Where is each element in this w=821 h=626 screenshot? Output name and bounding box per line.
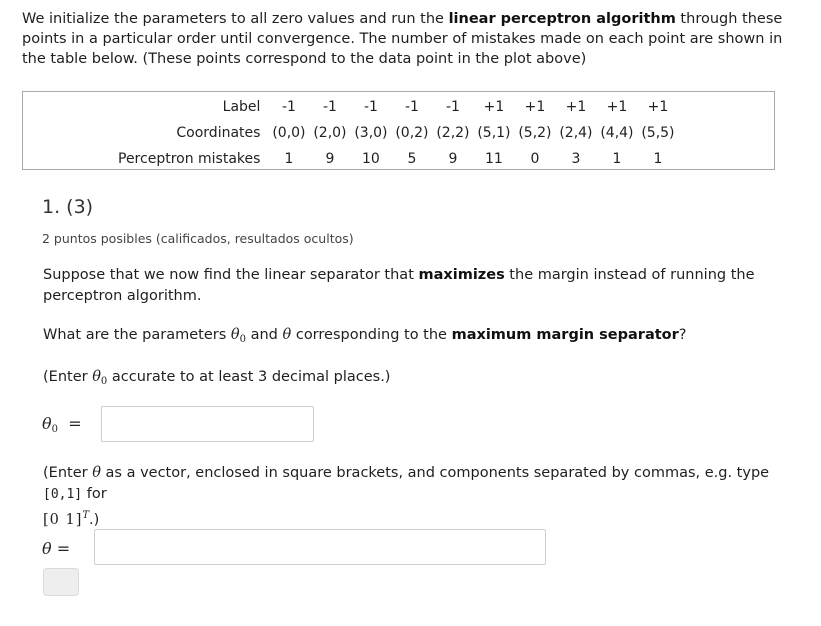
question-points: 2 puntos posibles (calificados, resultados ocultos)	[42, 231, 354, 246]
parameters-question: What are the parameters $\theta_0$ and θ corresponding to the maximum margin separator?	[43, 327, 687, 345]
theta-input[interactable]	[94, 529, 546, 565]
theta-label: θ =	[42, 539, 71, 558]
mistakes-row: Perceptron mistakes 1 9 10 5 9 11 0 3 1 1	[118, 146, 678, 172]
question-prompt: Suppose that we now find the linear separator that maximizes the margin instead of running the perceptron algorithm.	[43, 267, 755, 304]
coordinates-row: Coordinates (0,0) (2,0) (3,0) (0,2) (2,2) (5,1) (5,2) (2,4) (4,4) (5,5)	[118, 120, 678, 146]
coordinates-header: Coordinates	[176, 125, 261, 141]
theta0-instruction: (Enter $\theta_0$ accurate to at least 3 decimal places.)	[43, 369, 391, 387]
intro-emphasis: linear perceptron algorithm	[448, 11, 676, 27]
theta-instruction: (Enter θ as a vector, enclosed in square brackets, and components separated by commas, e.g. type [0,1] for [0 1]$^T$.)	[43, 465, 770, 528]
theta0-label: $\theta_0$ =	[42, 414, 82, 435]
mistakes-header: Perceptron mistakes	[118, 151, 261, 167]
question-title: 1. (3)	[42, 196, 94, 218]
label-header: Label	[222, 99, 261, 115]
label-row: Label -1 -1 -1 -1 -1 +1 +1 +1 +1 +1	[118, 94, 678, 120]
submit-button[interactable]	[43, 568, 79, 596]
theta0-input[interactable]	[101, 406, 314, 442]
mistakes-table	[22, 91, 775, 170]
intro-paragraph: We initialize the parameters to all zero values and run the linear perceptron algorithm through these points in a particular order until convergence. The number of mistakes made on each point are shown in the table below. (These points correspond to the data point in the plot above)	[22, 11, 783, 67]
